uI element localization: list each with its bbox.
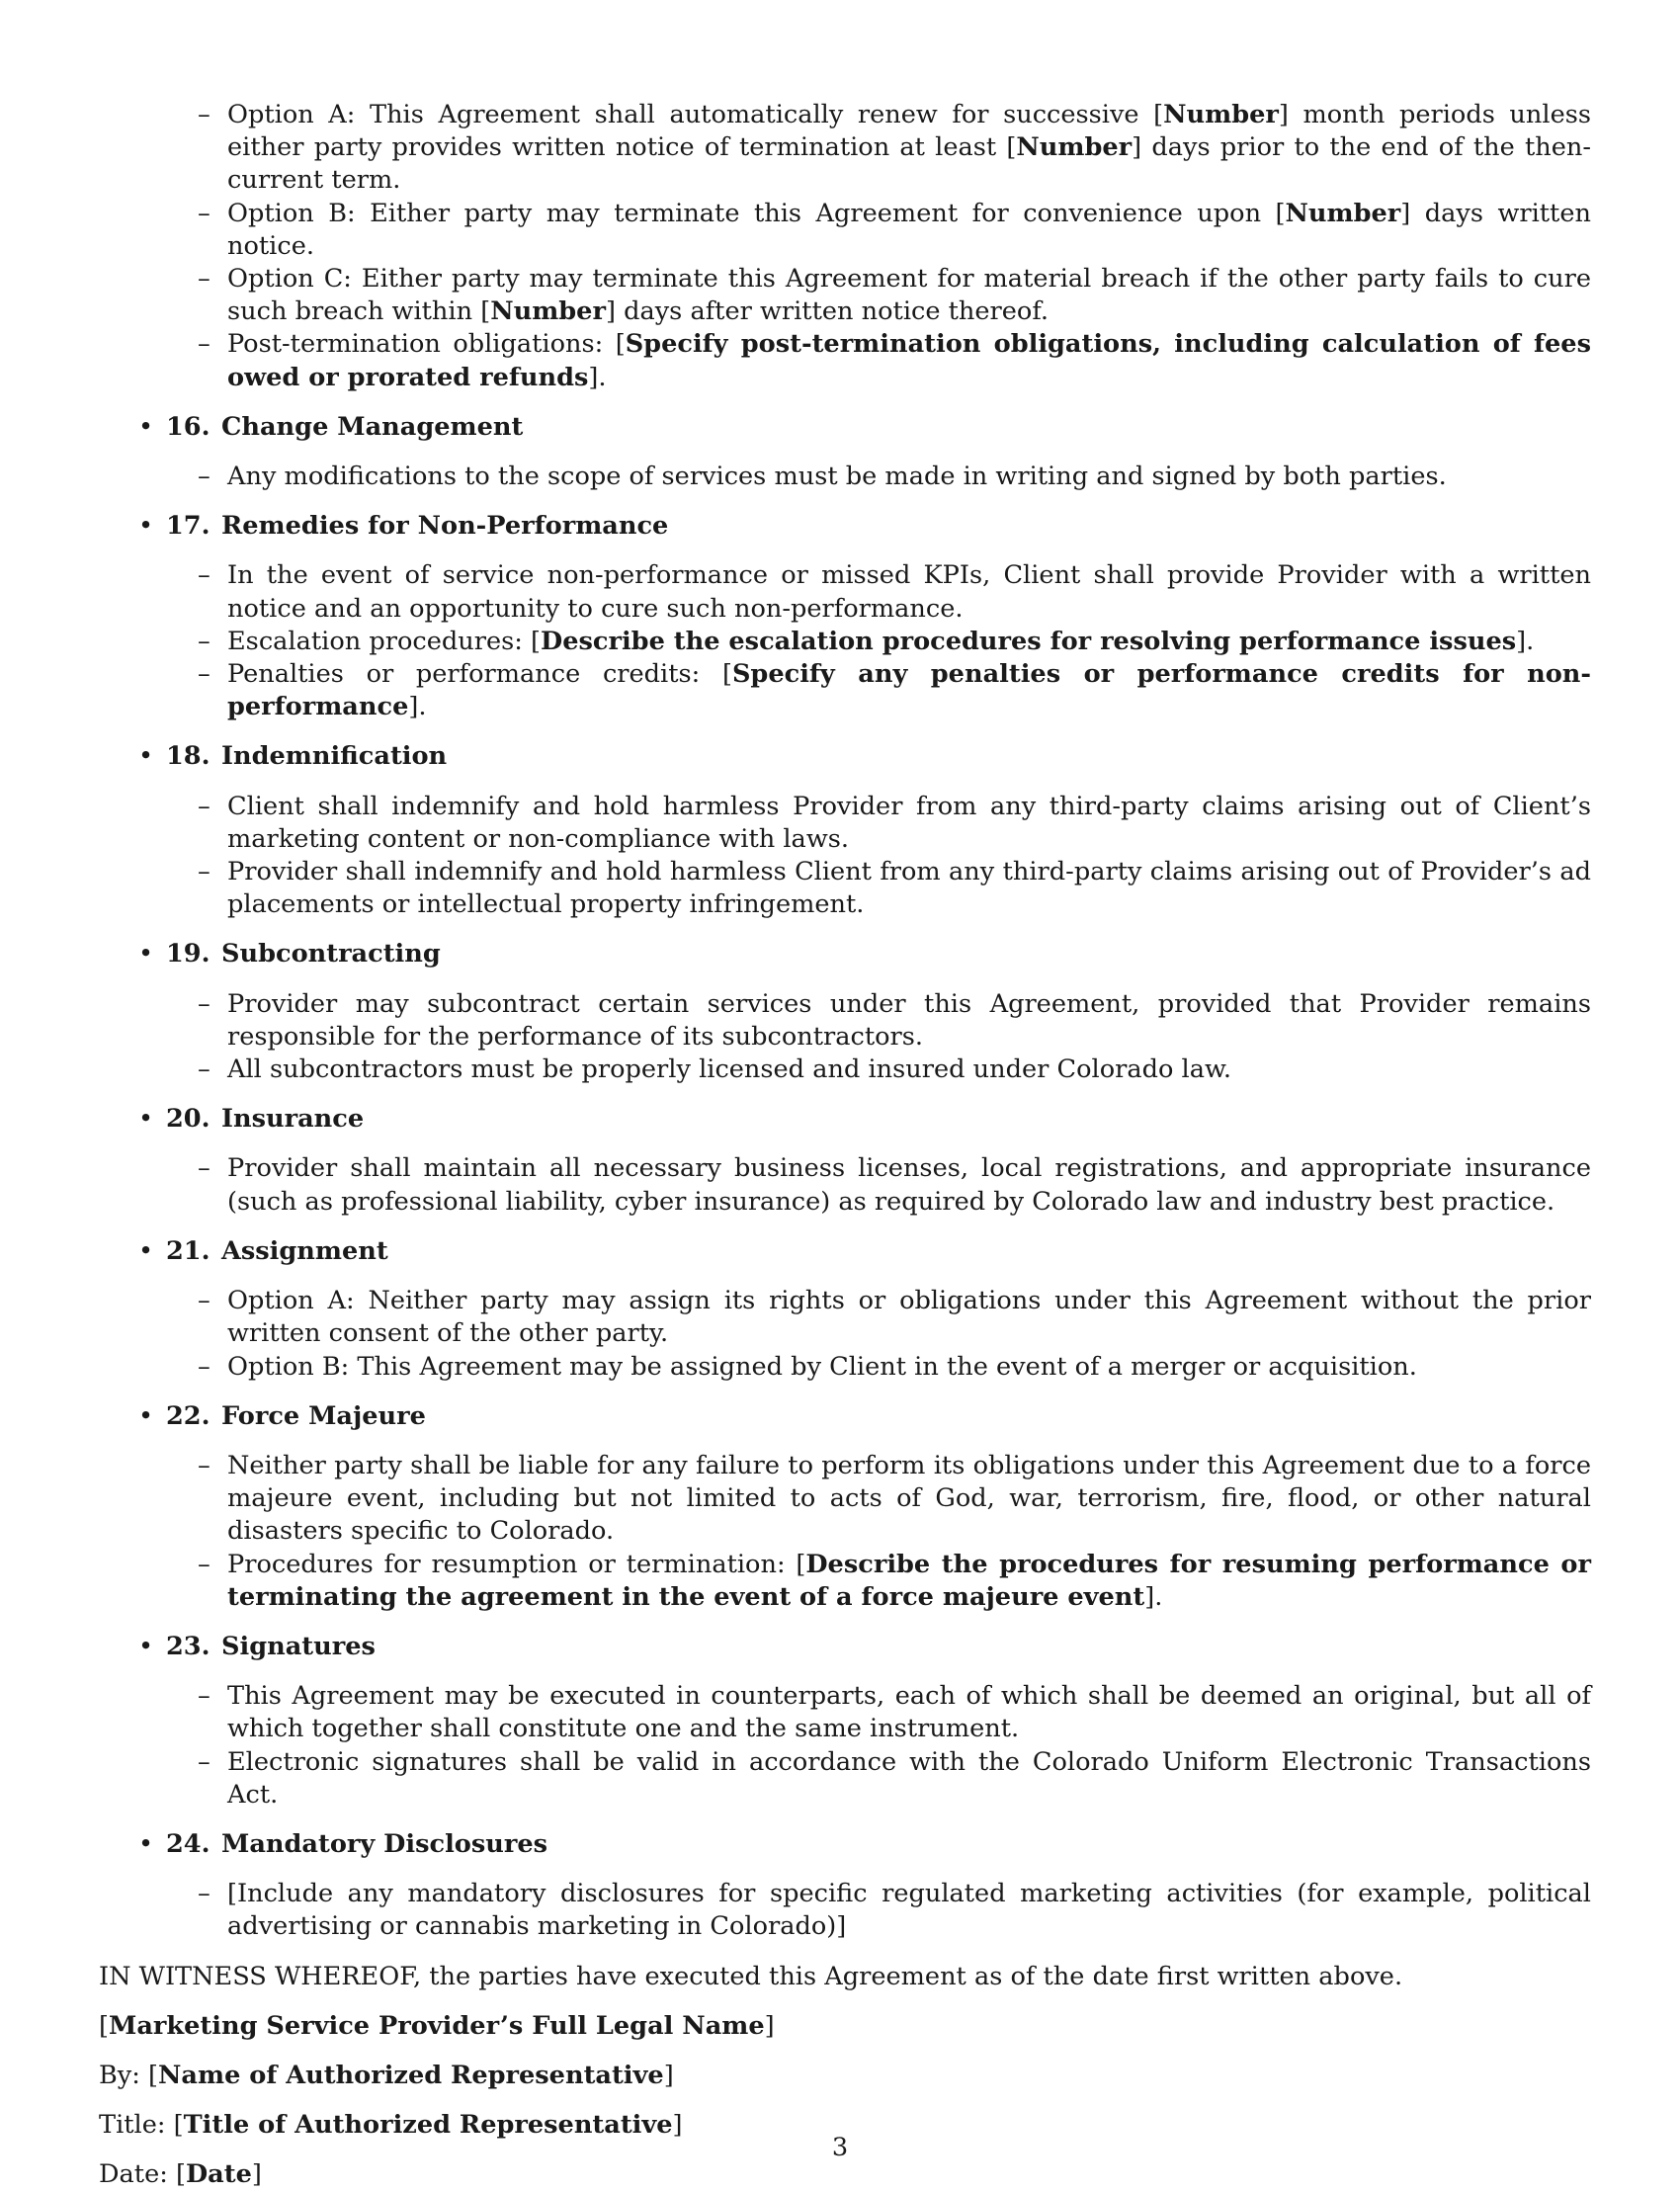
page-number: 3 [831, 2133, 849, 2162]
provider-name-line: [Marketing Service Provider’s Full Legal Name] [99, 2010, 775, 2041]
section-heading [99, 1631, 1591, 1663]
item-text: Option A: Neither party may assign its rights or obligations under this Agreement without the prior written consent of the other party. [227, 1286, 1591, 1349]
section [99, 411, 1591, 493]
item-text: ] days after written notice thereof. [605, 296, 1050, 327]
item-text: All subcontractors must be properly licensed and insured under Colorado law. [227, 1054, 1231, 1085]
list-item [227, 1878, 1591, 1943]
placeholder-text: Number [1016, 132, 1133, 163]
list-item [227, 658, 1591, 723]
list-item [227, 328, 1591, 393]
item-text: ] days written notice. [227, 198, 1591, 261]
item-text: Post-termination obligations: [ [227, 329, 626, 360]
section-title: Indemnification [221, 741, 448, 772]
signature-line: Date: [Date] [99, 2159, 262, 2190]
section-title: Signatures [221, 1631, 376, 1661]
section-heading [99, 411, 1591, 444]
list-item [227, 856, 1591, 921]
section-items [99, 1680, 1591, 1812]
item-text: ]. [588, 362, 607, 392]
bullet-icon: • [138, 1400, 154, 1431]
signature-line: Title: [Title of Authorized Representative] [99, 2110, 683, 2141]
item-text: Provider may subcontract certain services under this Agreement, provided that Provider remains responsible for the performance of its subcontractors. [227, 988, 1591, 1052]
item-text: ] month periods unless either party provides written notice of termination at least [ [227, 100, 1591, 163]
section-items [99, 559, 1591, 723]
section-title: Remedies for Non-Performance [221, 511, 669, 542]
section-title: Insurance [221, 1104, 365, 1135]
bullet-icon: • [138, 1235, 154, 1266]
placeholder-text: Describe the procedures for resuming performance or terminating the agreement in the event of a force majeure event [227, 1549, 1591, 1612]
section-number: 20. [166, 1104, 210, 1135]
list-item [227, 1351, 1591, 1384]
signature-label: Date: [99, 2159, 168, 2190]
item-text: Option B: Either party may terminate this Agreement for convenience upon [ [227, 198, 1286, 228]
document-page [99, 99, 1591, 2192]
section-number: 23. [166, 1631, 210, 1661]
list-item [227, 1285, 1591, 1350]
list-item [227, 198, 1591, 263]
list-item [227, 1152, 1591, 1218]
item-text: Provider shall indemnify and hold harmless Client from any third-party claims arising out of Provider’s ad placements or intellectual property infringement. [227, 857, 1591, 920]
item-text: In the event of service non-performance or missed KPIs, Client shall provide Provider with a written notice and an opportunity to cure such non-performance. [227, 560, 1591, 624]
section-title: Subcontracting [221, 939, 441, 970]
item-text: Procedures for resumption or termination: [ [227, 1549, 806, 1579]
bullet-icon: • [138, 1631, 154, 1661]
section [99, 1103, 1591, 1219]
signature-line: By: [Name of Authorized Representative] [99, 2060, 674, 2090]
list-item [227, 1054, 1591, 1086]
list-item [227, 988, 1591, 1054]
list-item [227, 1680, 1591, 1745]
signature-placeholder: Name of Authorized Representative [158, 2060, 664, 2090]
item-text: ] days prior to the end of the then-current term. [227, 132, 1591, 196]
section-heading [99, 1400, 1591, 1433]
placeholder-text: Describe the escalation procedures for resolving performance issues [541, 626, 1517, 656]
witness-statement: IN WITNESS WHEREOF, the parties have executed this Agreement as of the date first written above. [99, 1961, 1403, 1991]
section-items [99, 1878, 1591, 1943]
section-title: Mandatory Disclosures [221, 1828, 548, 1859]
section-heading [99, 1828, 1591, 1861]
section-title: Change Management [221, 411, 524, 442]
section-items [99, 1450, 1591, 1614]
list-item [227, 99, 1591, 198]
placeholder-text: Specify any penalties or performance credits for non-performance [227, 659, 1591, 722]
section-number: 17. [166, 511, 210, 542]
provider-name-placeholder: Marketing Service Provider’s Full Legal Name [109, 2010, 765, 2041]
section [99, 740, 1591, 921]
item-text: Penalties or performance credits: [ [227, 659, 732, 690]
section-title: Force Majeure [221, 1400, 426, 1431]
section-title: Assignment [221, 1235, 388, 1266]
section-items [99, 1152, 1591, 1218]
item-text: Client shall indemnify and hold harmless Provider from any third-party claims arising out of Client’s marketing content or non-compliance with laws. [227, 791, 1591, 854]
section-number: 18. [166, 741, 210, 772]
section-number: 21. [166, 1235, 210, 1266]
item-text: ]. [408, 692, 427, 722]
item-text: Option C: Either party may terminate this Agreement for material breach if the other party fails to cure such breach within [ [227, 264, 1591, 327]
item-text: ]. [1144, 1581, 1163, 1612]
placeholder-text: Number [490, 296, 606, 327]
bullet-icon: • [138, 511, 154, 542]
section [99, 510, 1591, 723]
placeholder-text: Number [1285, 198, 1401, 228]
section [99, 1828, 1591, 1944]
section-number: 19. [166, 939, 210, 970]
termination-options-list [99, 99, 1591, 394]
list-item [227, 1549, 1591, 1614]
item-text: Provider shall maintain all necessary business licenses, local registrations, and appropriate insurance (such as professional liability, cyber insurance) as required by Colorado law and industry best practice. [227, 1153, 1591, 1217]
section-heading [99, 1235, 1591, 1268]
signature-placeholder: Title of Authorized Representative [183, 2110, 673, 2141]
list-item [227, 559, 1591, 625]
bullet-icon: • [138, 1104, 154, 1135]
section-heading [99, 510, 1591, 543]
list-item [227, 791, 1591, 856]
list-item [227, 461, 1591, 493]
signature-label: By: [99, 2060, 140, 2090]
item-text: Electronic signatures shall be valid in accordance with the Colorado Uniform Electronic Transactions Act. [227, 1746, 1591, 1810]
section-items [99, 1285, 1591, 1384]
item-text: Option A: This Agreement shall automatically renew for successive [ [227, 100, 1164, 129]
item-text: Escalation procedures: [ [227, 626, 541, 656]
item-text: [Include any mandatory disclosures for specific regulated marketing activities (for example, political advertising or cannabis marketing in Colorado)] [227, 1879, 1591, 1942]
signature-label: Title: [99, 2110, 166, 2141]
item-text: Any modifications to the scope of services must be made in writing and signed by both parties. [227, 462, 1447, 492]
section [99, 1400, 1591, 1614]
bullet-icon: • [138, 411, 154, 442]
item-text: Option B: This Agreement may be assigned by Client in the event of a merger or acquisition. [227, 1351, 1417, 1382]
list-item [227, 1450, 1591, 1549]
list-item [227, 263, 1591, 328]
item-text: This Agreement may be executed in counterparts, each of which shall be deemed an original, but all of which together shall constitute one and the same instrument. [227, 1681, 1591, 1744]
section-items [99, 988, 1591, 1087]
item-text: Neither party shall be liable for any failure to perform its obligations under this Agreement due to a force majeure event, including but not limited to acts of God, war, terrorism, fire, flood, or other natural disasters specific to Colorado. [227, 1450, 1591, 1547]
section-items [99, 791, 1591, 922]
list-item [227, 1746, 1591, 1812]
section-heading [99, 740, 1591, 773]
placeholder-text: Number [1163, 100, 1279, 129]
item-text: ]. [1516, 626, 1535, 656]
section [99, 1631, 1591, 1812]
signature-block [99, 2060, 1591, 2192]
signature-placeholder: Date [185, 2159, 252, 2190]
placeholder-text: Specify post-termination obligations, including calculation of fees owed or prorated refunds [227, 329, 1591, 392]
section [99, 938, 1591, 1086]
section-number: 16. [166, 411, 210, 442]
section-heading [99, 1103, 1591, 1136]
bullet-icon: • [138, 1828, 154, 1859]
section-items [99, 461, 1591, 493]
list-item [227, 626, 1591, 658]
section-heading [99, 938, 1591, 970]
section-number: 22. [166, 1400, 210, 1431]
section-list [99, 411, 1591, 1944]
section [99, 1235, 1591, 1384]
bullet-icon: • [138, 741, 154, 772]
bullet-icon: • [138, 939, 154, 970]
section-number: 24. [166, 1828, 210, 1859]
